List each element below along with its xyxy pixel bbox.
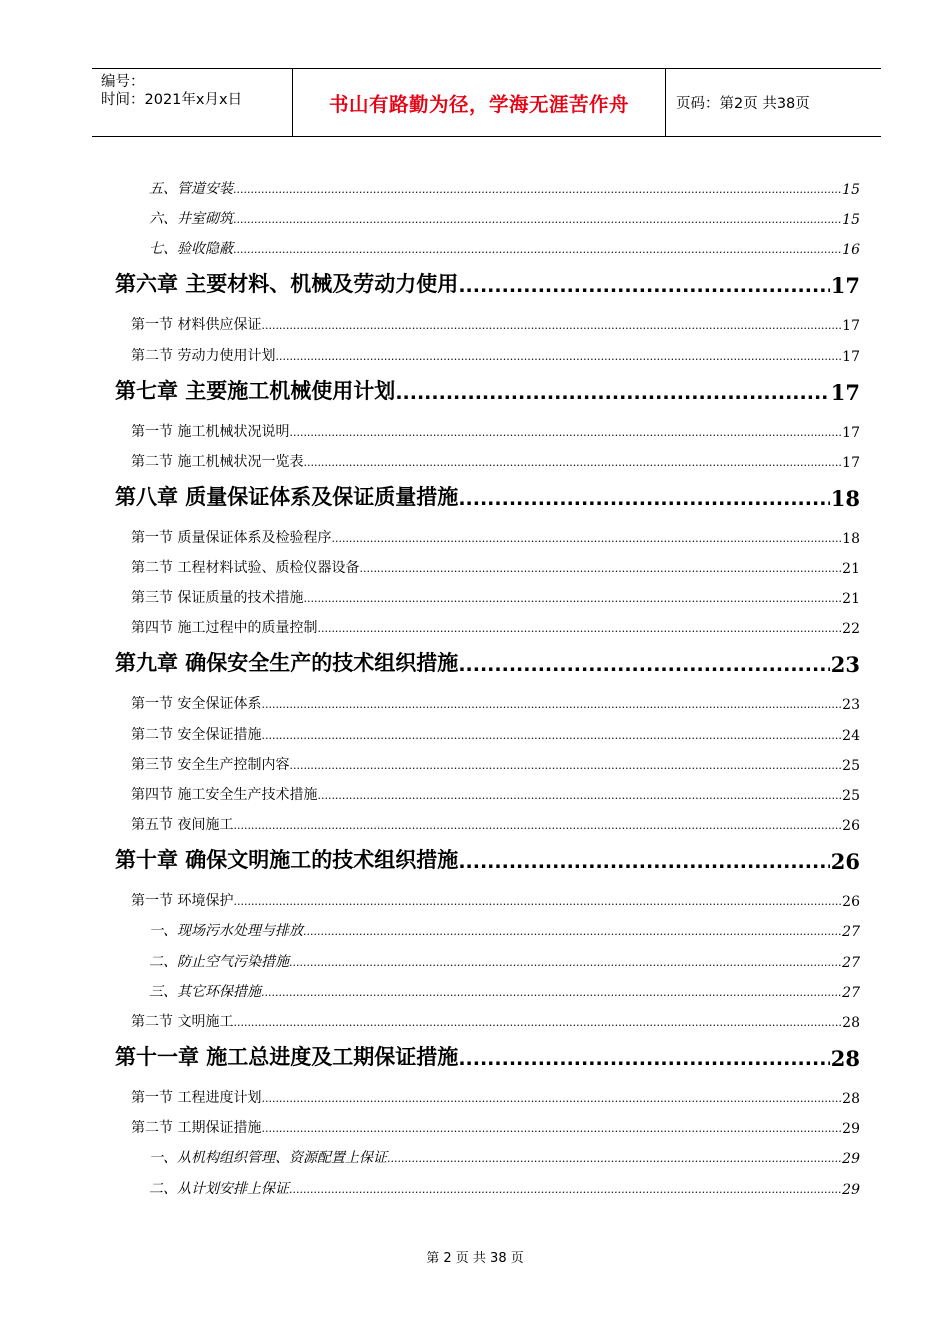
toc-leader-dots [233,818,841,834]
toc-entry-title: 五、管道安装 [149,181,233,197]
header-meta [92,69,293,136]
toc-entry-title: 第一节 施工机械状况说明 [131,423,290,440]
toc-entry-page: 23 [842,697,860,714]
toc-entry-title: 第四节 施工安全生产技术措施 [131,787,318,803]
toc-entry-title: 第三节 保证质量的技术措施 [131,590,304,607]
toc-entry-title: 第二节 文明施工 [131,1014,234,1030]
page-header [92,68,881,137]
toc-section-row[interactable] [131,343,860,365]
toc-chapter-row[interactable] [115,268,860,298]
toc-leader-dots [303,924,841,940]
toc-chapter-row[interactable] [115,647,860,677]
toc-leader-dots [458,1047,829,1071]
toc-entry-page: 21 [842,591,860,608]
toc-section-row[interactable] [131,1085,860,1107]
document-number-label: 编号： [101,74,145,90]
toc-leader-dots [261,697,841,713]
toc-entry-title: 第二节 工程材料试验、质检仪器设备 [131,560,360,576]
toc-entry-page: 22 [842,621,860,638]
toc-entry-title: 第一节 环境保护 [131,893,234,910]
toc-section-row[interactable] [131,888,860,910]
toc-subsection-row[interactable] [149,979,860,1001]
toc-entry-title: 第十一章 施工总进度及工期保证措施 [115,1045,459,1069]
toc-entry-page: 17 [842,424,860,441]
toc-entry-page: 29 [842,1121,860,1138]
toc-leader-dots [233,894,841,910]
toc-section-row[interactable] [131,449,860,471]
toc-entry-title: 第五节 夜间施工 [131,817,234,834]
toc-chapter-row[interactable] [115,481,860,511]
toc-entry-page: 17 [842,348,860,365]
toc-leader-dots [289,758,841,774]
toc-leader-dots [233,1015,841,1031]
toc-section-row[interactable] [131,585,860,607]
toc-subsection-row[interactable] [149,176,860,198]
toc-subsection-row[interactable] [149,236,860,258]
toc-leader-dots [458,487,829,511]
toc-leader-dots [289,1182,841,1198]
toc-chapter-row[interactable] [115,1041,860,1071]
toc-subsection-row[interactable] [149,1145,860,1167]
toc-section-row[interactable] [131,752,860,774]
toc-entry-page: 26 [842,894,860,911]
toc-subsection-row[interactable] [149,918,860,940]
toc-leader-dots [458,653,829,677]
toc-leader-dots [261,728,841,744]
toc-entry-page: 15 [842,182,860,198]
toc-section-row[interactable] [131,722,860,744]
toc-section-row[interactable] [131,419,860,441]
toc-entry-page: 18 [830,485,860,511]
toc-entry-page: 15 [842,212,860,229]
toc-entry-title: 二、从计划安排上保证 [149,1180,289,1197]
toc-entry-title: 第二节 劳动力使用计划 [131,347,276,364]
toc-entry-title: 七、验收隐蔽 [149,241,233,258]
toc-leader-dots [275,349,841,365]
toc-entry-title: 第一节 材料供应保证 [131,317,262,334]
toc-entry-title: 第一节 质量保证体系及检验程序 [131,529,332,546]
toc-subsection-row[interactable] [149,1176,860,1198]
toc-section-row[interactable] [131,312,860,334]
toc-entry-page: 29 [842,1181,860,1198]
toc-entry-page: 25 [842,788,860,804]
toc-entry-title: 第九章 确保安全生产的技术组织措施 [115,651,459,676]
toc-section-row[interactable] [131,1009,860,1031]
toc-entry-title: 第八章 质量保证体系及保证质量措施 [115,484,459,509]
toc-entry-page: 17 [830,379,860,405]
toc-entry-page: 18 [842,530,860,547]
page-footer: 第 2 页 共 38 页 [426,1251,524,1266]
toc-entry-page: 21 [842,561,860,577]
toc-leader-dots [289,955,841,971]
toc-entry-title: 第六章 主要材料、机械及劳动力使用 [115,272,459,297]
toc-leader-dots [395,381,829,405]
toc-leader-dots [233,242,841,258]
toc-entry-page: 28 [842,1015,860,1031]
toc-entry-title: 第三节 安全生产控制内容 [131,756,290,773]
toc-entry-title: 第一节 安全保证体系 [131,696,262,713]
toc-leader-dots [303,591,841,607]
toc-entry-page: 27 [842,924,860,941]
toc-section-row[interactable] [131,615,860,637]
toc-entry-page: 17 [842,454,860,471]
toc-leader-dots [289,425,841,441]
toc-leader-dots [261,985,841,1001]
toc-leader-dots [317,621,841,637]
toc-leader-dots [317,788,841,804]
toc-leader-dots [261,318,841,334]
toc-section-row[interactable] [131,782,860,804]
toc-entry-page: 27 [842,984,860,1001]
toc-chapter-row[interactable] [115,844,860,874]
toc-entry-page: 23 [830,652,860,678]
toc-entry-title: 二、防止空气污染措施 [149,953,289,970]
toc-entry-title: 第十章 确保文明施工的技术组织措施 [115,848,459,873]
toc-chapter-row[interactable] [115,375,860,405]
toc-entry-title: 三、其它环保措施 [149,983,261,1000]
toc-entry-title: 第一节 工程进度计划 [131,1090,262,1106]
toc-leader-dots [458,850,829,874]
toc-entry-page: 28 [842,1091,860,1107]
toc-entry-title: 第二节 安全保证措施 [131,726,262,743]
toc-entry-title: 第二节 施工机械状况一览表 [131,453,304,470]
toc-leader-dots [261,1121,841,1137]
toc-entry-page: 17 [830,273,860,299]
toc-entry-page: 16 [842,242,860,259]
toc-section-row[interactable] [131,691,860,713]
toc-entry-page: 29 [842,1151,860,1168]
toc-entry-title: 第七章 主要施工机械使用计划 [115,378,396,403]
toc-leader-dots [331,531,841,547]
toc-section-row[interactable] [131,555,860,577]
toc-leader-dots [387,1151,841,1167]
toc-section-row[interactable] [131,1115,860,1137]
toc-entry-page: 27 [842,954,860,971]
toc-entry-page: 17 [842,318,860,335]
toc-entry-page: 24 [842,727,860,744]
header-page-info: 页码：第2页 共38页 [676,96,810,112]
header-motto: 书山有路勤为径，学海无涯苦作舟 [293,69,666,136]
toc-leader-dots [303,455,841,471]
toc-subsection-row[interactable] [149,949,860,971]
toc-leader-dots [233,212,841,228]
toc-leader-dots [233,182,841,198]
toc-entry-page: 28 [830,1046,860,1071]
toc-leader-dots [261,1091,841,1107]
toc-entry-page: 25 [842,757,860,774]
toc-entry-title: 一、现场污水处理与排放 [149,923,303,940]
toc-entry-title: 一、从机构组织管理、资源配置上保证 [149,1150,387,1167]
toc-leader-dots [359,561,841,577]
toc-entry-title: 六、井室砌筑 [149,211,233,228]
toc-section-row[interactable] [131,525,860,547]
toc-entry-title: 第四节 施工过程中的质量控制 [131,620,318,637]
toc-entry-page: 26 [830,849,860,875]
toc-subsection-row[interactable] [149,206,860,228]
toc-entry-title: 第二节 工期保证措施 [131,1120,262,1137]
toc-section-row[interactable] [131,812,860,834]
toc-entry-page: 26 [842,818,860,835]
toc-leader-dots [458,274,829,298]
document-time-label: 时间：2021年x月x日 [101,92,243,108]
